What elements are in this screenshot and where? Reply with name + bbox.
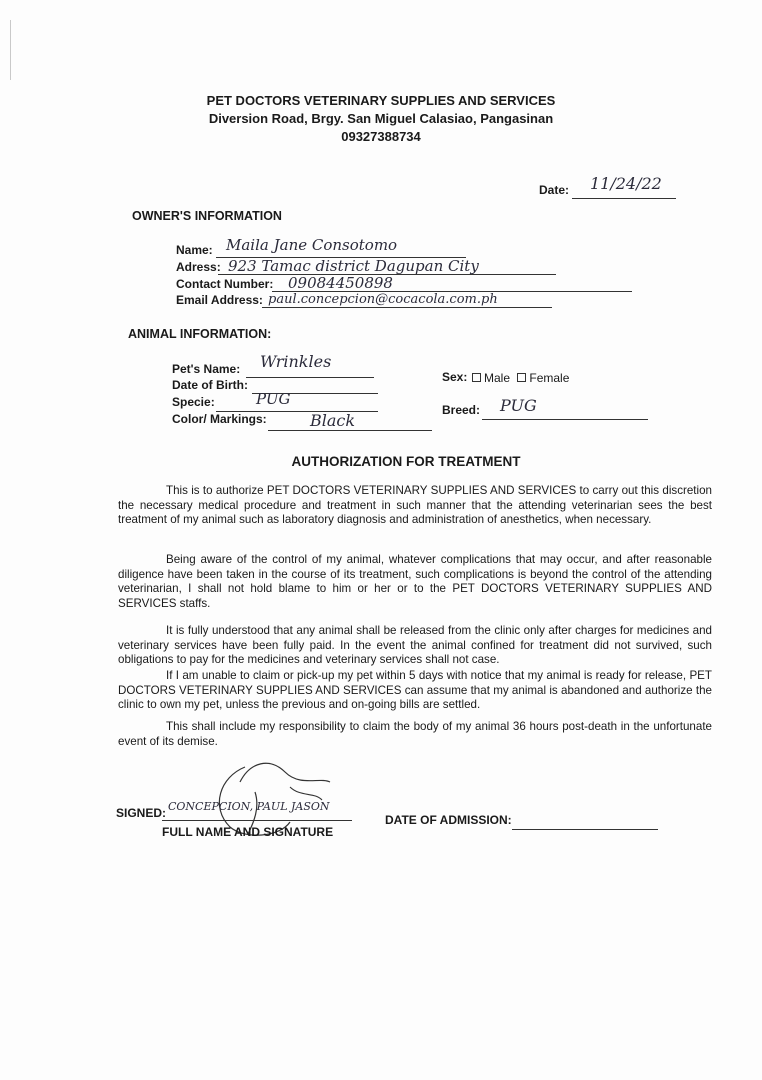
scan-edge-mark: [10, 20, 11, 80]
admission-date-label: DATE OF ADMISSION:: [385, 813, 512, 827]
signed-line: [162, 820, 352, 821]
owner-address-value: 923 Tamac district Dagupan City: [228, 257, 479, 275]
color-line: [268, 430, 432, 431]
paragraph-3-text: It is fully understood that any animal shall be released from the clinic only after charges for medicines and veterinary services have been fully paid. In the event the animal confined for treatment did not survived, such obligations to pay for the medicines and veterinary services shall not case.: [118, 624, 712, 667]
admission-date-line: [512, 829, 658, 830]
color-label: Color/ Markings:: [172, 412, 267, 426]
paragraph-4-text: If I am unable to claim or pick-up my pet within 5 days with notice that my animal is ready for release, PET DOCTORS VETERINARY SUPPLIES AND SERVICES can assume that my animal is abandoned and authorize the clinic to own my pet, unless the previous and on-going bills are settled.: [118, 669, 712, 712]
clinic-address: Diversion Road, Brgy. San Miguel Calasiao, Pangasinan: [208, 111, 554, 126]
specie-label: Specie:: [172, 395, 215, 409]
authorization-paragraph-2: [118, 553, 712, 611]
authorization-paragraph-1: [118, 484, 712, 528]
signed-name-value: CONCEPCION, PAUL JASON: [168, 800, 330, 813]
animal-section-title: ANIMAL INFORMATION:: [128, 327, 272, 341]
date-value: 11/24/22: [590, 174, 662, 193]
pet-name-label: Pet's Name:: [172, 362, 241, 376]
owner-contact-value: 09084450898: [288, 274, 393, 292]
paragraph-5-text: This shall include my responsibility to claim the body of my animal 36 hours post-death in the unfortunate event of its demise.: [118, 720, 712, 748]
authorization-paragraph-5: [118, 720, 712, 749]
clinic-header: [0, 92, 762, 146]
breed-line: [482, 419, 648, 420]
color-value: Black: [310, 411, 356, 430]
signed-label: SIGNED:: [116, 806, 167, 820]
authorization-paragraph-3: [118, 624, 712, 668]
signature-caption: FULL NAME AND SIGNATURE: [162, 825, 334, 839]
owner-name-label: Name:: [176, 243, 213, 257]
paragraph-2-text: Being aware of the control of my animal, whatever complications that may occur, and after reasonable diligence have been taken in the course of its treatment, such complications is beyond the control of the attending veterinarian, I shall not hold blame to him or her or to the PET DOCTORS VETERINARY SUPPLIES AND SERVICES staffs.: [118, 553, 712, 610]
paragraph-1-text: This is to authorize PET DOCTORS VETERINARY SUPPLIES AND SERVICES to carry out this discretion the necessary medical procedure and treatment in such manner that the attending veterinarian sees the best treatment of my animal such as laboratory diagnosis and administration of anesthetics, when necessary.: [118, 484, 712, 527]
date-label: Date:: [539, 183, 570, 197]
sex-label: Sex:: [442, 370, 468, 384]
pet-name-value: Wrinkles: [260, 352, 332, 371]
male-checkbox[interactable]: [472, 373, 481, 382]
authorization-title: AUTHORIZATION FOR TREATMENT: [291, 454, 521, 469]
female-checkbox[interactable]: [517, 373, 526, 382]
owner-email-label: Email Address:: [176, 293, 263, 307]
female-label: Female: [529, 371, 570, 385]
owner-email-value: paul.concepcion@cocacola.com.ph: [268, 292, 498, 307]
dob-label: Date of Birth:: [172, 378, 248, 392]
specie-value: PUG: [256, 390, 291, 408]
male-label: Male: [484, 371, 511, 385]
owner-section-title: OWNER'S INFORMATION: [132, 209, 282, 223]
owner-email-line: [262, 307, 552, 308]
clinic-phone: 09327388734: [341, 129, 421, 144]
pet-name-line: [246, 377, 374, 378]
sex-options: [468, 371, 569, 385]
owner-name-value: Maila Jane Consotomo: [226, 236, 398, 254]
authorization-paragraph-4: [118, 669, 712, 713]
clinic-name: PET DOCTORS VETERINARY SUPPLIES AND SERVICES: [206, 93, 556, 108]
owner-contact-label: Contact Number:: [176, 277, 274, 291]
breed-label: Breed:: [442, 403, 481, 417]
owner-address-label: Adress:: [176, 260, 221, 274]
date-line: [572, 198, 676, 199]
breed-value: PUG: [500, 396, 537, 415]
